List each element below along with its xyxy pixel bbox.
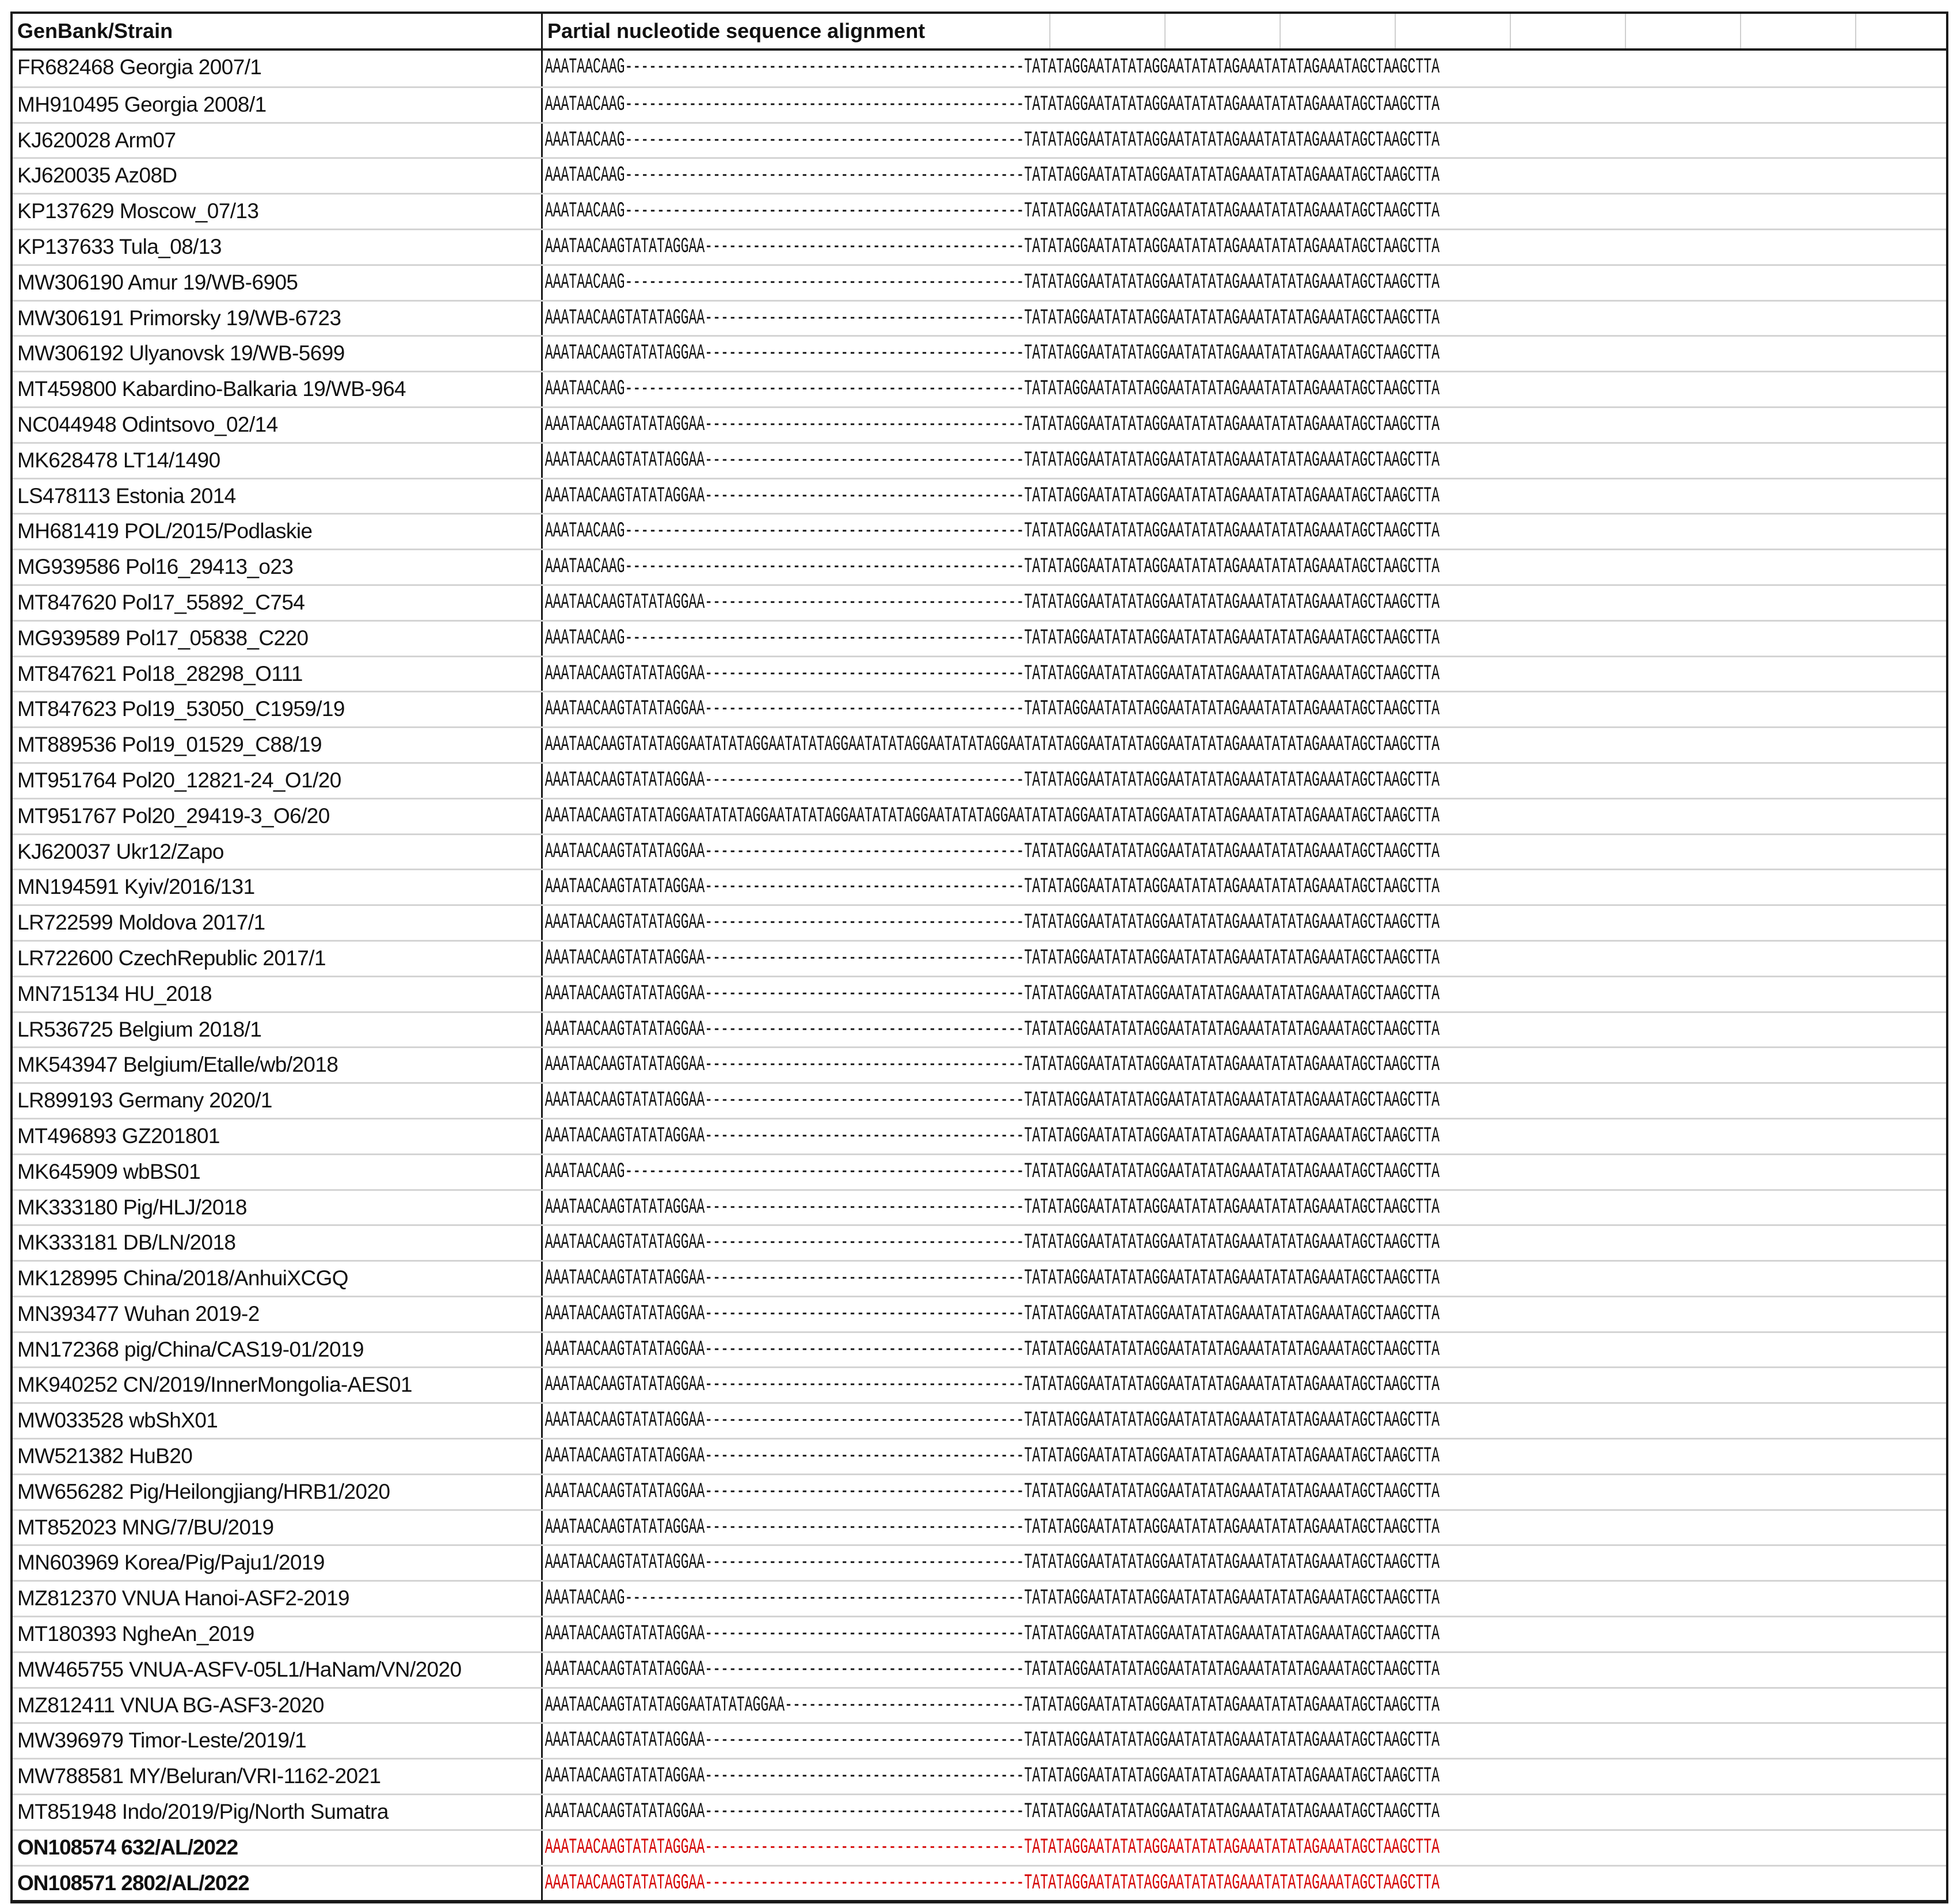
- table-row: [13, 335, 1946, 371]
- strain-label: MW788581 MY/Beluran/VRI-1162-2021: [17, 1764, 381, 1788]
- strain-cell: [13, 835, 543, 869]
- table-row: [13, 1296, 1946, 1331]
- sequence-text: AAATAACAAGTATATAGGAA----------------------------------------TATATAGGAATATATAGGAATATATAGAAATATATAGAAATAGCTAAGCTTA: [545, 1088, 1440, 1113]
- table-row: [13, 1046, 1946, 1082]
- table-row: [13, 1687, 1946, 1723]
- sequence-text: AAATAACAAGTATATAGGAA----------------------------------------TATATAGGAATATATAGGAATATATAGAAATATATAGAAATAGCTAAGCTTA: [545, 946, 1440, 970]
- sequence-text: AAATAACAAGTATATAGGAA----------------------------------------TATATAGGAATATATAGGAATATATAGAAATATATAGAAATAGCTAAGCTTA: [545, 661, 1440, 686]
- strain-cell: [13, 906, 543, 940]
- strain-label: MW306190 Amur 19/WB-6905: [17, 270, 298, 294]
- strain-cell: [13, 1226, 543, 1260]
- strain-label: MW306191 Primorsky 19/WB-6723: [17, 306, 341, 330]
- sequence-cell: [543, 1760, 1946, 1793]
- strain-cell: [13, 1155, 543, 1189]
- table-row: [13, 1366, 1946, 1402]
- sequence-cell: [543, 1795, 1946, 1829]
- header-strain-cell: [13, 14, 543, 48]
- sequence-cell: [543, 1867, 1946, 1901]
- table-row: [13, 1260, 1946, 1296]
- table-row: [13, 406, 1946, 442]
- strain-cell: [13, 692, 543, 726]
- sequence-cell: [543, 1048, 1946, 1082]
- table-row: [13, 1473, 1946, 1509]
- strain-cell: [13, 1084, 543, 1118]
- strain-label: MN194591 Kyiv/2016/131: [17, 875, 255, 899]
- strain-cell: [13, 266, 543, 300]
- sequence-text: AAATAACAAGTATATAGGAA----------------------------------------TATATAGGAATATATAGGAATATATAGAAATATATAGAAATAGCTAAGCTTA: [545, 1479, 1440, 1504]
- table-row: [13, 1082, 1946, 1118]
- strain-label: LS478113 Estonia 2014: [17, 483, 236, 508]
- table-row: [13, 1402, 1946, 1438]
- sequence-cell: [543, 870, 1946, 904]
- table-row: [13, 584, 1946, 620]
- sequence-text: AAATAACAAGTATATAGGAA----------------------------------------TATATAGGAATATATAGGAATATATAGAAATATATAGAAATAGCTAAGCTTA: [545, 341, 1440, 366]
- sequence-cell: [543, 799, 1946, 833]
- strain-label: MN603969 Korea/Pig/Paju1/2019: [17, 1551, 325, 1575]
- sequence-text: AAATAACAAGTATATAGGAA----------------------------------------TATATAGGAATATATAGGAATATATAGAAATATATAGAAATAGCTAAGCTTA: [545, 1835, 1440, 1860]
- sequence-cell: [543, 1831, 1946, 1865]
- strain-label: FR682468 Georgia 2007/1: [17, 55, 262, 79]
- sequence-text: AAATAACAAG--------------------------------------------------TATATAGGAATATATAGGAATATATAGAAATATATAGAAATAGCTAAGCTTA: [545, 199, 1440, 224]
- table-row: [13, 122, 1946, 158]
- header-alignment-label: Partial nucleotide sequence alignment: [547, 19, 926, 43]
- sequence-text: AAATAACAAG--------------------------------------------------TATATAGGAATATATAGGAATATATAGAAATATATAGAAATAGCTAAGCTTA: [545, 519, 1440, 544]
- sequence-cell: [543, 550, 1946, 584]
- sequence-cell: [543, 1191, 1946, 1225]
- strain-cell: [13, 977, 543, 1011]
- strain-cell: [13, 1013, 543, 1047]
- table-row: [13, 1011, 1946, 1047]
- table-row: [13, 1331, 1946, 1367]
- strain-cell: [13, 550, 543, 584]
- strain-cell: [13, 622, 543, 656]
- strain-label: MT951764 Pol20_12821-24_O1/20: [17, 768, 341, 792]
- strain-cell: [13, 1724, 543, 1758]
- table-row: [13, 86, 1946, 122]
- strain-cell: [13, 337, 543, 371]
- sequence-text: AAATAACAAGTATATAGGAA----------------------------------------TATATAGGAATATATAGGAATATATAGAAATATATAGAAATAGCTAAGCTTA: [545, 1657, 1440, 1682]
- strain-label: MN172368 pig/China/CAS19-01/2019: [17, 1337, 364, 1361]
- sequence-cell: [543, 444, 1946, 478]
- sequence-text: AAATAACAAGTATATAGGAA----------------------------------------TATATAGGAATATATAGGAATATATAGAAATATATAGAAATAGCTAAGCTTA: [545, 1515, 1440, 1540]
- sequence-cell: [543, 906, 1946, 940]
- strain-label: MW656282 Pig/Heilongjiang/HRB1/2020: [17, 1479, 390, 1503]
- table-row: [13, 833, 1946, 869]
- sequence-cell: [543, 1119, 1946, 1153]
- sequence-text: AAATAACAAGTATATAGGAA----------------------------------------TATATAGGAATATATAGGAATATATAGAAATATATAGAAATAGCTAAGCTTA: [545, 412, 1440, 437]
- sequence-cell: [543, 159, 1946, 193]
- sequence-cell: [543, 586, 1946, 620]
- strain-label: MW396979 Timor-Leste/2019/1: [17, 1728, 307, 1753]
- sequence-text: AAATAACAAGTATATAGGAA----------------------------------------TATATAGGAATATATAGGAATATATAGAAATATATAGAAATAGCTAAGCTTA: [545, 1373, 1440, 1397]
- sequence-cell: [543, 657, 1946, 691]
- strain-cell: [13, 1689, 543, 1723]
- sequence-text: AAATAACAAGTATATAGGAA----------------------------------------TATATAGGAATATATAGGAATATATAGAAATATATAGAAATAGCTAAGCTTA: [545, 1017, 1440, 1042]
- sequence-cell: [543, 1546, 1946, 1580]
- strain-label: MK128995 China/2018/AnhuiXCGQ: [17, 1266, 348, 1290]
- sequence-text: AAATAACAAGTATATAGGAA----------------------------------------TATATAGGAATATATAGGAATATATAGAAATATATAGAAATAGCTAAGCTTA: [545, 483, 1440, 508]
- strain-cell: [13, 1119, 543, 1153]
- sequence-cell: [543, 372, 1946, 406]
- strain-cell: [13, 302, 543, 336]
- strain-cell: [13, 1831, 543, 1865]
- sequence-cell: [543, 1724, 1946, 1758]
- strain-label: MH910495 Georgia 2008/1: [17, 92, 266, 116]
- sequence-text: AAATAACAAGTATATAGGAA----------------------------------------TATATAGGAATATATAGGAATATATAGAAATATATAGAAATAGCTAAGCTTA: [545, 1231, 1440, 1255]
- sequence-text: AAATAACAAGTATATAGGAA----------------------------------------TATATAGGAATATATAGGAATATATAGAAATATATAGAAATAGCTAAGCTTA: [545, 1408, 1440, 1433]
- strain-label: MT951767 Pol20_29419-3_O6/20: [17, 804, 330, 828]
- strain-cell: [13, 372, 543, 406]
- strain-cell: [13, 1262, 543, 1296]
- strain-label: MZ812370 VNUA Hanoi-ASF2-2019: [17, 1586, 349, 1610]
- strain-cell: [13, 1653, 543, 1687]
- sequence-cell: [543, 977, 1946, 1011]
- strain-cell: [13, 230, 543, 264]
- strain-cell: [13, 1511, 543, 1545]
- table-row: [13, 1865, 1946, 1901]
- sequence-text: AAATAACAAGTATATAGGAA----------------------------------------TATATAGGAATATATAGGAATATATAGAAATATATAGAAATAGCTAAGCTTA: [545, 1444, 1440, 1469]
- table-row: [13, 1224, 1946, 1260]
- strain-cell: [13, 195, 543, 229]
- sequence-text: AAATAACAAGTATATAGGAA----------------------------------------TATATAGGAATATATAGGAATATATAGAAATATATAGAAATAGCTAAGCTTA: [545, 839, 1440, 864]
- strain-cell: [13, 444, 543, 478]
- strain-label: MG939589 Pol17_05838_C220: [17, 626, 309, 650]
- sequence-cell: [543, 408, 1946, 442]
- table-row: [13, 1616, 1946, 1651]
- strain-cell: [13, 1368, 543, 1402]
- strain-label: MK940252 CN/2019/InnerMongolia-AES01: [17, 1373, 412, 1397]
- sequence-text: AAATAACAAG--------------------------------------------------TATATAGGAATATATAGGAATATATAGAAATATATAGAAATAGCTAAGCTTA: [545, 92, 1440, 117]
- sequence-cell: [543, 692, 1946, 726]
- sequence-cell: [543, 515, 1946, 549]
- sequence-cell: [543, 1262, 1946, 1296]
- sequence-cell: [543, 1511, 1946, 1545]
- strain-label: MT847620 Pol17_55892_C754: [17, 590, 305, 614]
- sequence-text: AAATAACAAGTATATAGGAA----------------------------------------TATATAGGAATATATAGGAATATATAGAAATATATAGAAATAGCTAAGCTTA: [545, 1551, 1440, 1575]
- sequence-text: AAATAACAAGTATATAGGAA----------------------------------------TATATAGGAATATATAGGAATATATAGAAATATATAGAAATAGCTAAGCTTA: [545, 981, 1440, 1006]
- table-row: [13, 691, 1946, 726]
- table-row: [13, 264, 1946, 300]
- sequence-text: AAATAACAAGTATATAGGAA----------------------------------------TATATAGGAATATATAGGAATATATAGAAATATATAGAAATAGCTAAGCTTA: [545, 911, 1440, 935]
- strain-cell: [13, 51, 543, 86]
- strain-label: MK628478 LT14/1490: [17, 448, 220, 472]
- sequence-text: AAATAACAAGTATATAGGAA----------------------------------------TATATAGGAATATATAGGAATATATAGAAATATATAGAAATAGCTAAGCTTA: [545, 1266, 1440, 1291]
- sequence-text: AAATAACAAGTATATAGGAATATATAGGAATATATAGGAATATATAGGAATATATAGGAATATATAGGAATATATAGGAATATATAGAAATATATAGAAATAGCTAAGCTTA: [545, 733, 1440, 757]
- strain-cell: [13, 728, 543, 762]
- sequence-cell: [543, 1404, 1946, 1438]
- strain-label: ON108574 632/AL/2022: [17, 1835, 238, 1859]
- sequence-cell: [543, 1155, 1946, 1189]
- strain-label: LR899193 Germany 2020/1: [17, 1088, 272, 1113]
- sequence-cell: [543, 1084, 1946, 1118]
- sequence-cell: [543, 1617, 1946, 1651]
- sequence-text: AAATAACAAG--------------------------------------------------TATATAGGAATATATAGGAATATATAGAAATATATAGAAATAGCTAAGCTTA: [545, 55, 1440, 79]
- table-row: [13, 442, 1946, 478]
- table-row: [13, 478, 1946, 513]
- sequence-text: AAATAACAAGTATATAGGAA----------------------------------------TATATAGGAATATATAGGAATATATAGAAATATATAGAAATAGCTAAGCTTA: [545, 1728, 1440, 1753]
- strain-label: KP137633 Tula_08/13: [17, 234, 222, 258]
- table-row: [13, 1793, 1946, 1829]
- table-row: [13, 656, 1946, 691]
- strain-cell: [13, 1760, 543, 1793]
- strain-label: KJ620037 Ukr12/Zapo: [17, 839, 224, 863]
- strain-cell: [13, 408, 543, 442]
- table-row: [13, 976, 1946, 1011]
- strain-label: LR722599 Moldova 2017/1: [17, 911, 265, 935]
- sequence-text: AAATAACAAGTATATAGGAA----------------------------------------TATATAGGAATATATAGGAATATATAGAAATATATAGAAATAGCTAAGCTTA: [545, 1195, 1440, 1220]
- strain-cell: [13, 1617, 543, 1651]
- table-row: [13, 1758, 1946, 1793]
- table-row: [13, 1509, 1946, 1545]
- strain-cell: [13, 870, 543, 904]
- strain-cell: [13, 1546, 543, 1580]
- header-strain-label: GenBank/Strain: [17, 19, 173, 43]
- strain-cell: [13, 657, 543, 691]
- sequence-cell: [543, 1689, 1946, 1723]
- strain-label: MK645909 wbBS01: [17, 1159, 201, 1183]
- sequence-text: AAATAACAAG--------------------------------------------------TATATAGGAATATATAGGAATATATAGAAATATATAGAAATAGCTAAGCTTA: [545, 377, 1440, 402]
- strain-label: KJ620035 Az08D: [17, 163, 177, 188]
- strain-cell: [13, 1404, 543, 1438]
- strain-cell: [13, 479, 543, 513]
- strain-label: KP137629 Moscow_07/13: [17, 199, 259, 223]
- sequence-text: AAATAACAAGTATATAGGAA----------------------------------------TATATAGGAATATATAGGAATATATAGAAATATATAGAAATAGCTAAGCTTA: [545, 1053, 1440, 1077]
- strain-cell: [13, 586, 543, 620]
- strain-label: MN393477 Wuhan 2019-2: [17, 1301, 260, 1326]
- sequence-cell: [543, 942, 1946, 976]
- sequence-text: AAATAACAAGTATATAGGAA----------------------------------------TATATAGGAATATATAGGAATATATAGAAATATATAGAAATAGCTAAGCTTA: [545, 875, 1440, 900]
- table-row: [13, 620, 1946, 656]
- header-alignment-cell: [543, 14, 1946, 48]
- sequence-text: AAATAACAAG--------------------------------------------------TATATAGGAATATATAGGAATATATAGAAATATATAGAAATAGCTAAGCTTA: [545, 128, 1440, 153]
- sequence-text: AAATAACAAGTATATAGGAA----------------------------------------TATATAGGAATATATAGGAATATATAGAAATATATAGAAATAGCTAAGCTTA: [545, 1124, 1440, 1148]
- alignment-table: [10, 12, 1948, 1903]
- strain-label: MK333180 Pig/HLJ/2018: [17, 1195, 247, 1219]
- sequence-text: AAATAACAAGTATATAGGAATATATAGGAA------------------------------TATATAGGAATATATAGGAATATATAGAAATATATAGAAATAGCTAAGCTTA: [545, 1693, 1440, 1718]
- sequence-cell: [543, 1582, 1946, 1616]
- table-row: [13, 1722, 1946, 1758]
- sequence-cell: [543, 835, 1946, 869]
- strain-label: MW306192 Ulyanovsk 19/WB-5699: [17, 341, 345, 365]
- sequence-cell: [543, 1368, 1946, 1402]
- strain-label: ON108571 2802/AL/2022: [17, 1871, 249, 1895]
- table-row: [13, 1189, 1946, 1225]
- sequence-text: AAATAACAAGTATATAGGAA----------------------------------------TATATAGGAATATATAGGAATATATAGAAATATATAGAAATAGCTAAGCTTA: [545, 1800, 1440, 1825]
- strain-label: MT889536 Pol19_01529_C88/19: [17, 733, 322, 757]
- sequence-cell: [543, 51, 1946, 86]
- table-row: [13, 1544, 1946, 1580]
- sequence-text: AAATAACAAG--------------------------------------------------TATATAGGAATATATAGGAATATATAGAAATATATAGAAATAGCTAAGCTTA: [545, 163, 1440, 188]
- strain-cell: [13, 124, 543, 158]
- sequence-text: AAATAACAAG--------------------------------------------------TATATAGGAATATATAGGAATATATAGAAATATATAGAAATAGCTAAGCTTA: [545, 555, 1440, 580]
- strain-label: MW521382 HuB20: [17, 1444, 193, 1468]
- strain-cell: [13, 1048, 543, 1082]
- strain-cell: [13, 159, 543, 193]
- sequence-cell: [543, 124, 1946, 158]
- sequence-cell: [543, 728, 1946, 762]
- table-row: [13, 762, 1946, 798]
- strain-cell: [13, 799, 543, 833]
- sequence-text: AAATAACAAG--------------------------------------------------TATATAGGAATATATAGGAATATATAGAAATATATAGAAATAGCTAAGCTTA: [545, 1586, 1440, 1611]
- strain-label: MK333181 DB/LN/2018: [17, 1231, 236, 1255]
- strain-label: LR536725 Belgium 2018/1: [17, 1017, 262, 1041]
- table-row: [13, 229, 1946, 264]
- table-row: [13, 798, 1946, 833]
- sequence-cell: [543, 195, 1946, 229]
- table-row: [13, 513, 1946, 549]
- sequence-cell: [543, 88, 1946, 122]
- strain-label: MK543947 Belgium/Etalle/wb/2018: [17, 1053, 338, 1077]
- sequence-cell: [543, 1013, 1946, 1047]
- strain-cell: [13, 1440, 543, 1473]
- sequence-cell: [543, 1475, 1946, 1509]
- sequence-cell: [543, 622, 1946, 656]
- sequence-text: AAATAACAAGTATATAGGAA----------------------------------------TATATAGGAATATATAGGAATATATAGAAATATATAGAAATAGCTAAGCTTA: [545, 697, 1440, 722]
- sequence-text: AAATAACAAGTATATAGGAA----------------------------------------TATATAGGAATATATAGGAATATATAGAAATATATAGAAATAGCTAAGCTTA: [545, 1764, 1440, 1789]
- sequence-cell: [543, 230, 1946, 264]
- header-row: [13, 14, 1946, 51]
- table-row: [13, 300, 1946, 336]
- table-row: [13, 371, 1946, 406]
- strain-cell: [13, 1475, 543, 1509]
- table-row: [13, 869, 1946, 904]
- strain-cell: [13, 515, 543, 549]
- table-row: [13, 1118, 1946, 1153]
- strain-label: MT852023 MNG/7/BU/2019: [17, 1515, 274, 1539]
- strain-label: MG939586 Pol16_29413_o23: [17, 555, 294, 579]
- table-row: [13, 1153, 1946, 1189]
- sequence-text: AAATAACAAGTATATAGGAA----------------------------------------TATATAGGAATATATAGGAATATATAGAAATATATAGAAATAGCTAAGCTTA: [545, 448, 1440, 473]
- sequence-text: AAATAACAAGTATATAGGAA----------------------------------------TATATAGGAATATATAGGAATATATAGAAATATATAGAAATAGCTAAGCTTA: [545, 768, 1440, 793]
- strain-label: MT496893 GZ201801: [17, 1124, 220, 1148]
- table-row: [13, 1438, 1946, 1473]
- sequence-cell: [543, 337, 1946, 371]
- strain-cell: [13, 1867, 543, 1901]
- strain-cell: [13, 942, 543, 976]
- strain-label: MT180393 NgheAn_2019: [17, 1622, 254, 1646]
- sequence-text: AAATAACAAGTATATAGGAA----------------------------------------TATATAGGAATATATAGGAATATATAGAAATATATAGAAATAGCTAAGCTTA: [545, 1871, 1440, 1895]
- strain-label: KJ620028 Arm07: [17, 128, 176, 152]
- strain-label: MT847623 Pol19_53050_C1959/19: [17, 697, 345, 721]
- sequence-text: AAATAACAAGTATATAGGAA----------------------------------------TATATAGGAATATATAGGAATATATAGAAATATATAGAAATAGCTAAGCTTA: [545, 1301, 1440, 1326]
- strain-cell: [13, 1297, 543, 1331]
- sequence-text: AAATAACAAGTATATAGGAATATATAGGAATATATAGGAATATATAGGAATATATAGGAATATATAGGAATATATAGGAATATATAGAAATATATAGAAATAGCTAAGCTTA: [545, 804, 1440, 828]
- strain-label: MW033528 wbShX01: [17, 1408, 218, 1433]
- table-row: [13, 157, 1946, 193]
- table-body: [13, 51, 1946, 1900]
- table-row: [13, 549, 1946, 584]
- strain-label: LR722600 CzechRepublic 2017/1: [17, 946, 326, 970]
- sequence-text: AAATAACAAGTATATAGGAA----------------------------------------TATATAGGAATATATAGGAATATATAGAAATATATAGAAATAGCTAAGCTTA: [545, 1337, 1440, 1362]
- strain-label: MW465755 VNUA-ASFV-05L1/HaNam/VN/2020: [17, 1657, 462, 1681]
- sequence-cell: [543, 1333, 1946, 1367]
- sequence-cell: [543, 1297, 1946, 1331]
- strain-label: MH681419 POL/2015/Podlaskie: [17, 519, 313, 543]
- strain-cell: [13, 1333, 543, 1367]
- sequence-text: AAATAACAAG--------------------------------------------------TATATAGGAATATATAGGAATATATAGAAATATATAGAAATAGCTAAGCTTA: [545, 1159, 1440, 1184]
- sequence-cell: [543, 1653, 1946, 1687]
- strain-cell: [13, 764, 543, 798]
- strain-label: MZ812411 VNUA BG-ASF3-2020: [17, 1693, 324, 1717]
- strain-cell: [13, 1582, 543, 1616]
- table-row: [13, 1829, 1946, 1865]
- strain-cell: [13, 1191, 543, 1225]
- strain-label: MT847621 Pol18_28298_O111: [17, 661, 303, 686]
- sequence-cell: [543, 479, 1946, 513]
- sequence-text: AAATAACAAGTATATAGGAA----------------------------------------TATATAGGAATATATAGGAATATATAGAAATATATAGAAATAGCTAAGCTTA: [545, 590, 1440, 615]
- strain-label: MT851948 Indo/2019/Pig/North Sumatra: [17, 1800, 389, 1824]
- table-row: [13, 193, 1946, 229]
- strain-cell: [13, 88, 543, 122]
- table-row: [13, 51, 1946, 86]
- strain-label: MT459800 Kabardino-Balkaria 19/WB-964: [17, 377, 406, 401]
- sequence-cell: [543, 764, 1946, 798]
- sequence-cell: [543, 266, 1946, 300]
- table-row: [13, 726, 1946, 762]
- sequence-text: AAATAACAAGTATATAGGAA----------------------------------------TATATAGGAATATATAGGAATATATAGAAATATATAGAAATAGCTAAGCTTA: [545, 234, 1440, 259]
- table-row: [13, 1651, 1946, 1687]
- strain-label: NC044948 Odintsovo_02/14: [17, 412, 278, 436]
- table-row: [13, 904, 1946, 940]
- table-row: [13, 1580, 1946, 1616]
- sequence-text: AAATAACAAGTATATAGGAA----------------------------------------TATATAGGAATATATAGGAATATATAGAAATATATAGAAATAGCTAAGCTTA: [545, 306, 1440, 330]
- sequence-text: AAATAACAAG--------------------------------------------------TATATAGGAATATATAGGAATATATAGAAATATATAGAAATAGCTAAGCTTA: [545, 270, 1440, 295]
- sequence-cell: [543, 302, 1946, 336]
- strain-label: MN715134 HU_2018: [17, 981, 212, 1006]
- sequence-text: AAATAACAAGTATATAGGAA----------------------------------------TATATAGGAATATATAGGAATATATAGAAATATATAGAAATAGCTAAGCTTA: [545, 1622, 1440, 1647]
- strain-cell: [13, 1795, 543, 1829]
- sequence-cell: [543, 1226, 1946, 1260]
- sequence-text: AAATAACAAG--------------------------------------------------TATATAGGAATATATAGGAATATATAGAAATATATAGAAATAGCTAAGCTTA: [545, 626, 1440, 650]
- sequence-cell: [543, 1440, 1946, 1473]
- table-row: [13, 940, 1946, 976]
